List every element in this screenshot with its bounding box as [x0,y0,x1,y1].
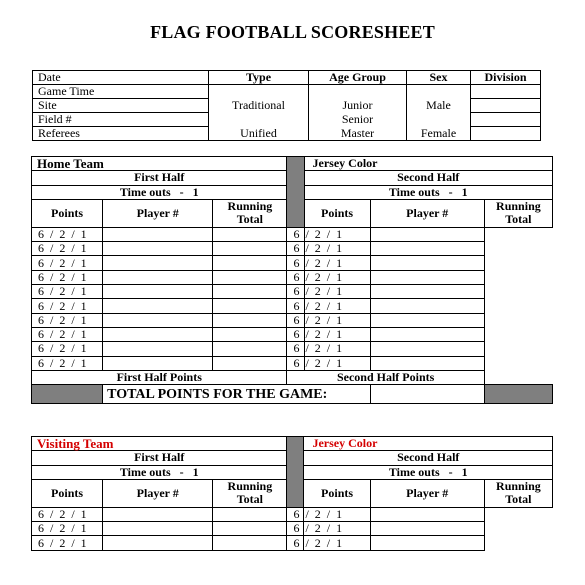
points-cell[interactable]: 6 / 2 / 1 [32,227,103,241]
score-row [32,507,553,521]
date-label: Date [33,71,209,85]
running-total-cell[interactable] [370,242,484,256]
running-total-cell[interactable] [213,313,287,327]
site-label: Site [33,99,209,113]
player-cell[interactable] [103,256,213,270]
points-cell[interactable]: 6 / 2 / 1 [287,256,304,270]
running-total-cell[interactable] [370,299,484,313]
home-jersey-color-label: Jersey Color [304,157,553,171]
info-row-referees [33,127,541,141]
points-cell[interactable]: 6 / 2 / 1 [32,313,103,327]
points-cell[interactable]: 6 / 2 / 1 [287,507,304,521]
player-cell[interactable] [103,299,213,313]
running-total-cell[interactable] [213,356,287,370]
division-header: Division [471,71,541,85]
running-total-cell[interactable] [213,242,287,256]
running-total-cell[interactable] [213,270,287,284]
info-row-field [33,113,541,127]
player-cell[interactable] [103,270,213,284]
division-field-4[interactable] [471,127,541,141]
points-cell[interactable]: 6 / 2 / 1 [32,270,103,284]
home-team-label: Home Team [32,157,287,171]
center-divider [287,157,304,228]
player-cell[interactable] [103,285,213,299]
visiting-col-player-header: Player # [103,479,213,507]
col-player-header: Player # [103,199,213,227]
player-cell[interactable] [103,522,213,536]
col-running-total-header-2: Running Total [484,199,552,227]
home-second-timeouts: Time outs - 1 [304,185,553,199]
type-option-traditional[interactable]: Traditional [209,99,309,113]
running-total-cell[interactable] [370,522,484,536]
player-cell[interactable] [103,327,213,341]
visiting-team-label: Visiting Team [32,437,287,451]
running-total-cell[interactable] [370,327,484,341]
score-row [32,242,553,256]
running-total-cell[interactable] [213,522,287,536]
home-second-half-label: Second Half [304,171,553,185]
points-cell[interactable]: 6 / 2 / 1 [287,285,304,299]
score-row [32,299,553,313]
visiting-col-points-header-2: Points [304,479,370,507]
score-row [32,327,553,341]
player-cell[interactable] [103,536,213,550]
points-cell[interactable]: 6 / 2 / 1 [32,522,103,536]
age-option-junior[interactable]: Junior [309,99,407,113]
running-total-cell[interactable] [370,270,484,284]
sex-header: Sex [407,71,471,85]
second-half-points-label: Second Half Points [287,370,484,384]
col-player-header-2: Player # [370,199,484,227]
visiting-col-running-total-header: Running Total [213,479,287,507]
visiting-second-timeouts: Time outs - 1 [304,465,553,479]
points-cell[interactable]: 6 / 2 / 1 [287,227,304,241]
referees-label: Referees [33,127,209,141]
score-row [32,522,553,536]
running-total-cell[interactable] [213,507,287,521]
score-row [32,356,553,370]
points-cell[interactable]: 6 / 2 / 1 [287,327,304,341]
running-total-cell[interactable] [213,342,287,356]
running-total-cell[interactable] [213,299,287,313]
score-row [32,256,553,270]
info-row-game-time [33,85,541,99]
game-time-label: Game Time [33,85,209,99]
points-cell[interactable]: 6 / 2 / 1 [287,242,304,256]
score-row [32,536,553,550]
age-option-senior[interactable]: Senior [309,113,407,127]
visiting-second-half-label: Second Half [304,451,553,465]
game-info-table [32,70,541,141]
points-cell[interactable]: 6 / 2 / 1 [287,522,304,536]
running-total-cell[interactable] [370,342,484,356]
visiting-jersey-color-label: Jersey Color [304,437,553,451]
age-group-header: Age Group [309,71,407,85]
score-row [32,313,553,327]
visiting-col-points-header: Points [32,479,103,507]
division-field[interactable] [471,85,541,99]
sex-option-female[interactable]: Female [407,127,471,141]
running-total-cell[interactable] [370,285,484,299]
running-total-cell[interactable] [370,256,484,270]
center-divider-visiting [287,437,304,508]
player-cell[interactable] [103,227,213,241]
visiting-first-timeouts: Time outs - 1 [32,465,287,479]
col-points-header: Points [32,199,103,227]
player-cell[interactable] [103,342,213,356]
visiting-col-running-total-header-2: Running Total [484,479,552,507]
sex-field-2[interactable] [407,113,471,127]
total-right-gray [484,385,552,404]
running-total-cell[interactable] [213,285,287,299]
points-cell[interactable]: 6 / 2 / 1 [32,256,103,270]
running-total-cell[interactable] [213,227,287,241]
score-row [32,227,553,241]
division-field-2[interactable] [471,99,541,113]
points-cell[interactable]: 6 / 2 / 1 [32,507,103,521]
total-points-field[interactable] [370,385,484,404]
total-points-label: TOTAL POINTS FOR THE GAME: [103,385,370,404]
points-cell[interactable]: 6 / 2 / 1 [32,285,103,299]
score-row [32,285,553,299]
home-team-section [31,156,553,404]
page-title: FLAG FOOTBALL SCORESHEET [150,22,435,42]
points-cell[interactable]: 6 / 2 / 1 [287,342,304,356]
sex-field[interactable] [407,85,471,99]
score-row [32,342,553,356]
sex-option-male[interactable]: Male [407,99,471,113]
points-cell[interactable]: 6 / 2 / 1 [287,270,304,284]
type-header: Type [209,71,309,85]
points-cell[interactable]: 6 / 2 / 1 [287,536,304,550]
division-field-3[interactable] [471,113,541,127]
running-total-cell[interactable] [370,313,484,327]
type-field-2[interactable] [209,113,309,127]
points-cell[interactable]: 6 / 2 / 1 [32,242,103,256]
running-total-cell[interactable] [370,536,484,550]
points-cell[interactable]: 6 / 2 / 1 [287,313,304,327]
points-cell[interactable]: 6 / 2 / 1 [32,356,103,370]
points-cell[interactable]: 6 / 2 / 1 [32,327,103,341]
age-group-field[interactable] [309,85,407,99]
info-row-site [33,99,541,113]
points-cell[interactable]: 6 / 2 / 1 [32,342,103,356]
points-cell[interactable]: 6 / 2 / 1 [32,299,103,313]
type-field[interactable] [209,85,309,99]
score-row [32,270,553,284]
player-cell[interactable] [103,313,213,327]
type-option-unified[interactable]: Unified [209,127,309,141]
player-cell[interactable] [103,242,213,256]
running-total-cell[interactable] [213,256,287,270]
player-cell[interactable] [103,356,213,370]
player-cell[interactable] [103,507,213,521]
points-cell[interactable]: 6 / 2 / 1 [287,356,304,370]
running-total-cell[interactable] [370,507,484,521]
home-first-half-label: First Half [32,171,287,185]
running-total-cell[interactable] [213,327,287,341]
info-row-date [33,71,541,85]
visiting-col-player-header-2: Player # [370,479,484,507]
visiting-first-half-label: First Half [32,451,287,465]
running-total-cell[interactable] [370,356,484,370]
field-label: Field # [33,113,209,127]
running-total-cell[interactable] [213,536,287,550]
running-total-cell[interactable] [370,227,484,241]
col-points-header-2: Points [304,199,370,227]
points-cell[interactable]: 6 / 2 / 1 [287,299,304,313]
visiting-team-section [31,436,553,551]
total-left-gray [32,385,103,404]
home-first-timeouts: Time outs - 1 [32,185,287,199]
first-half-points-label: First Half Points [32,370,287,384]
col-running-total-header: Running Total [213,199,287,227]
age-option-master[interactable]: Master [309,127,407,141]
points-cell[interactable]: 6 / 2 / 1 [32,536,103,550]
